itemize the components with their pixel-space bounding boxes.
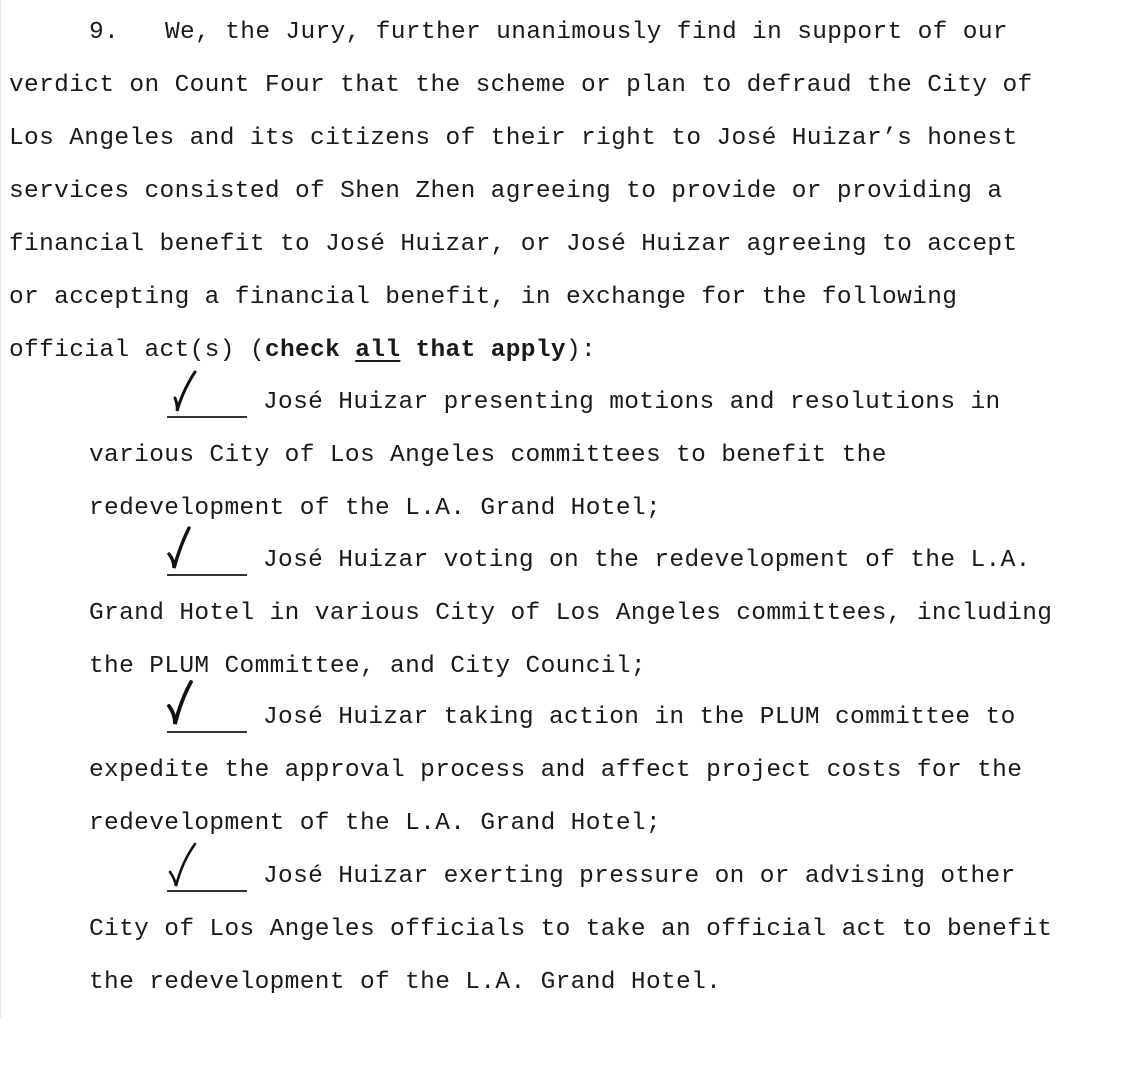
- checkmark-icon[interactable]: [165, 524, 205, 570]
- paragraph-line: financial benefit to José Huizar, or José Huizar agreeing to accept: [9, 231, 1018, 258]
- paragraph-line: verdict on Count Four that the scheme or plan to defraud the City of: [9, 72, 1033, 99]
- option-text: redevelopment of the L.A. Grand Hotel;: [89, 810, 661, 837]
- option-text: the redevelopment of the L.A. Grand Hotel.: [89, 969, 722, 996]
- checkbox-blank[interactable]: [167, 731, 247, 733]
- paragraph-line: services consisted of Shen Zhen agreeing to provide or providing a: [9, 178, 1003, 205]
- instruction-prefix: official act(s) (: [9, 337, 265, 364]
- paragraph-line: or accepting a financial benefit, in exchange for the following: [9, 284, 958, 311]
- checkbox-blank[interactable]: [167, 574, 247, 576]
- checkmark-icon[interactable]: [165, 842, 205, 888]
- checkbox-blank[interactable]: [167, 890, 247, 892]
- option-text: José Huizar presenting motions and resolutions in: [263, 389, 1001, 416]
- option-text: the PLUM Committee, and City Council;: [89, 653, 646, 680]
- paragraph-number: 9.: [89, 19, 120, 46]
- instruction-bold: that apply: [400, 337, 566, 364]
- option-text: José Huizar exerting pressure on or advising other: [263, 863, 1016, 890]
- instruction-line: [9, 336, 596, 366]
- option-text: redevelopment of the L.A. Grand Hotel;: [89, 495, 661, 522]
- option-text: City of Los Angeles officials to take an official act to benefit: [89, 916, 1053, 943]
- instruction-bold: check: [264, 337, 356, 364]
- paragraph-line: We, the Jury, further unanimously find in support of our: [165, 19, 1008, 46]
- option-text: expedite the approval process and affect project costs for the: [89, 757, 1023, 784]
- option-text: José Huizar taking action in the PLUM committee to: [263, 704, 1016, 731]
- checkmark-icon[interactable]: [165, 680, 205, 726]
- paragraph-line: Los Angeles and its citizens of their right to José Huizar’s honest: [9, 125, 1018, 152]
- instruction-emphasis: all: [355, 337, 401, 364]
- checkmark-icon[interactable]: [169, 368, 209, 414]
- checkbox-blank[interactable]: [167, 416, 247, 418]
- option-text: José Huizar voting on the redevelopment of the L.A.: [263, 547, 1031, 574]
- option-text: Grand Hotel in various City of Los Angeles committees, including: [89, 600, 1053, 627]
- instruction-suffix: ):: [565, 337, 597, 364]
- option-text: various City of Los Angeles committees to benefit the: [89, 442, 887, 469]
